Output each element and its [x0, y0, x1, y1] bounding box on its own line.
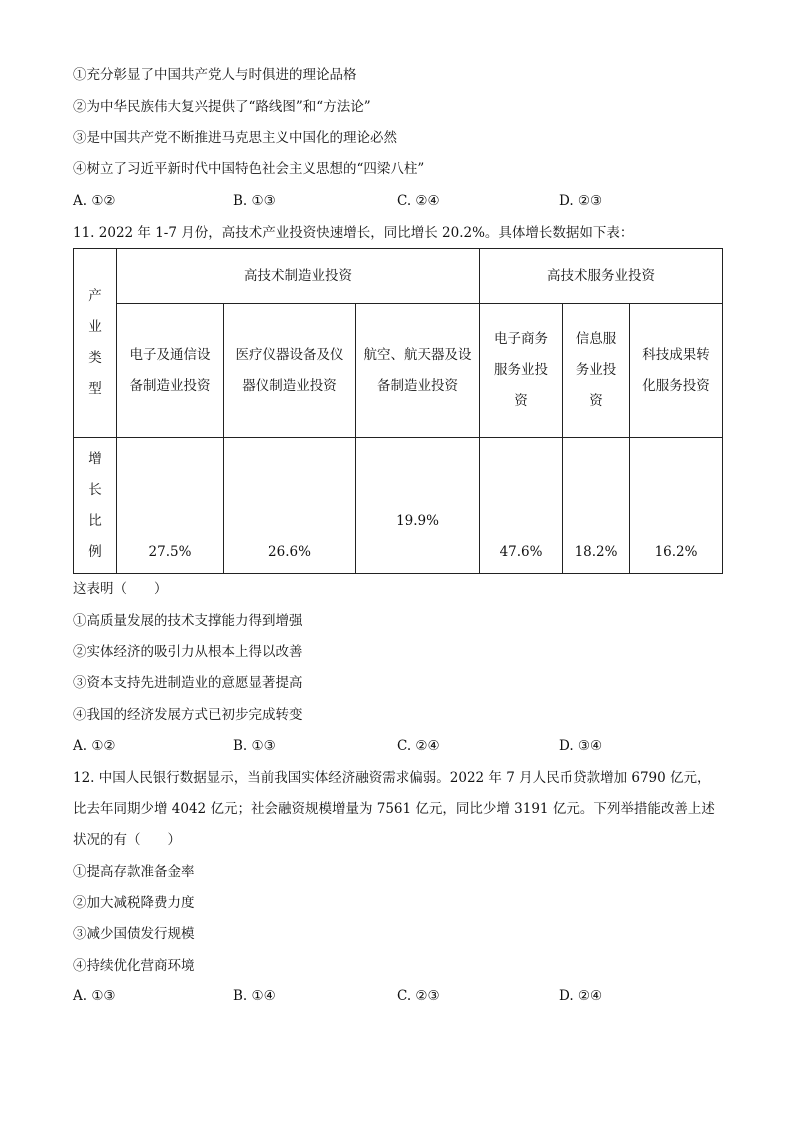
- q11-prompt: 这表明（ ）: [73, 581, 168, 597]
- q10-statement-2: ②为中华民族伟大复兴提供了“路线图”和“方法论”: [73, 99, 371, 115]
- q11-option-a[interactable]: A. ①②: [73, 738, 116, 754]
- q10-options: [73, 192, 723, 210]
- q12-statement-4: ④持续优化营商环境: [73, 958, 195, 974]
- q11-statement-3: ③资本支持先进制造业的意愿显著提高: [73, 675, 303, 691]
- q12-option-a[interactable]: A. ①③: [73, 988, 116, 1004]
- row-header-growth-label: 增长比例: [88, 450, 102, 560]
- q11-options: [73, 737, 723, 755]
- q12-statement-1: ①提高存款准备金率: [73, 864, 195, 880]
- q11-option-c[interactable]: C. ②④: [397, 738, 440, 754]
- q12-options: [73, 987, 723, 1005]
- q10-option-d[interactable]: D. ②③: [559, 193, 603, 209]
- q12-option-c[interactable]: C. ②③: [397, 988, 440, 1004]
- q10-option-c[interactable]: C. ②④: [397, 193, 440, 209]
- row-header-label: 产业类型: [88, 288, 102, 397]
- col-header-electronics: [117, 304, 224, 438]
- row-header-industry-type: [74, 249, 117, 438]
- q10-option-b[interactable]: B. ①③: [233, 193, 276, 209]
- col-header-ecommerce: [480, 304, 563, 438]
- q11-statement-2: ②实体经济的吸引力从根本上得以改善: [73, 644, 303, 660]
- q12-statement-3: ③减少国债发行规模: [73, 926, 195, 942]
- col-header-ecommerce-text: 电子商务服务业投资: [494, 331, 549, 409]
- q12-stem-line-1: 12. 中国人民银行数据显示，当前我国实体经济融资需求偏弱。2022 年 7 月人民币贷款增加 6790 亿元，: [73, 770, 711, 786]
- value-electronics: 27.5%: [117, 438, 224, 574]
- q10-statement-4: ④树立了习近平新时代中国特色社会主义思想的“四梁八柱”: [73, 161, 425, 177]
- group-header-services: 高技术服务业投资: [480, 249, 723, 304]
- col-header-medical-text: 医疗仪器设备及仪器仪制造业投资: [235, 346, 344, 394]
- q11-option-b[interactable]: B. ①③: [233, 738, 276, 754]
- q11-statement-1: ①高质量发展的技术支撑能力得到增强: [73, 613, 303, 629]
- q12-stem-line-3: 状况的有（ ）: [73, 832, 181, 848]
- q11-stem: 11. 2022 年 1-7 月份，高技术产业投资快速增长，同比增长 20.2%。具体增长数据如下表：: [73, 225, 634, 241]
- value-aerospace: 19.9%: [356, 438, 480, 574]
- q12-statement-2: ②加大减税降费力度: [73, 895, 195, 911]
- value-medical: 26.6%: [224, 438, 356, 574]
- value-ecommerce: 47.6%: [480, 438, 563, 574]
- value-tech-transfer: 16.2%: [630, 438, 723, 574]
- q12-stem-line-2: 比去年同期少增 4042 亿元；社会融资规模增量为 7561 亿元，同比少增 3191 亿元。下列举措能改善上述: [73, 801, 715, 817]
- col-header-aerospace: [356, 304, 480, 438]
- q10-statement-1: ①充分彰显了中国共产党人与时俱进的理论品格: [73, 67, 357, 83]
- growth-table: [73, 248, 723, 574]
- q10-statement-3: ③是中国共产党不断推进马克思主义中国化的理论必然: [73, 130, 397, 146]
- col-header-aerospace-text: 航空、航天器及设备制造业投资: [363, 346, 472, 394]
- q12-option-b[interactable]: B. ①④: [233, 988, 276, 1004]
- col-header-info-services-text: 信息服务业投资: [575, 331, 617, 409]
- col-header-tech-transfer: [630, 304, 723, 438]
- col-header-tech-transfer-text: 科技成果转化服务投资: [642, 346, 710, 394]
- group-header-manufacturing: 高技术制造业投资: [117, 249, 480, 304]
- q11-option-d[interactable]: D. ③④: [559, 738, 603, 754]
- q10-option-a[interactable]: A. ①②: [73, 193, 116, 209]
- q11-statement-4: ④我国的经济发展方式已初步完成转变: [73, 707, 303, 723]
- q12-option-d[interactable]: D. ②④: [559, 988, 603, 1004]
- row-header-growth-rate: [74, 438, 117, 574]
- col-header-info-services: [563, 304, 630, 438]
- value-info-services: 18.2%: [563, 438, 630, 574]
- col-header-electronics-text: 电子及通信设备制造业投资: [129, 346, 211, 394]
- col-header-medical: [224, 304, 356, 438]
